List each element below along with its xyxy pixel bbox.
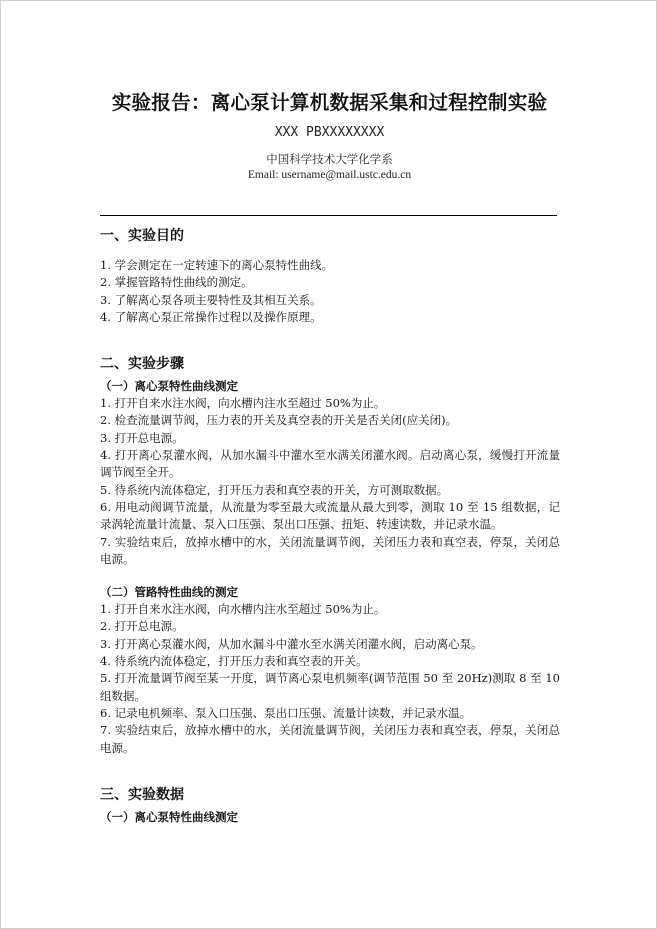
list-item: 5. 待系统内流体稳定，打开压力表和真空表的开关，方可测取数据。 <box>100 482 449 497</box>
list-item: 3. 打开总电源。 <box>100 430 184 445</box>
email-line: Email: username@mail.ustc.edu.cn <box>247 169 412 181</box>
list-item: 1. 打开自来水注水阀，向水槽内注水至超过 50%为止。 <box>100 396 386 411</box>
list-item: 1. 学会测定在一定转速下的离心泵特性曲线。 <box>100 258 334 272</box>
list-item: 3. 打开离心泵灌水阀，从加水漏斗中灌水至水满关闭灌水阀，启动离心泵。 <box>100 636 483 651</box>
list-item: 6. 用电动阀调节流量，从流量为零至最大或流量从最大到零，测取 10 至 15 组数据，记录涡轮流量计流量、泵入口压强、泵出口压强、扭矩、转速读数，并记录水温。 <box>100 499 560 532</box>
list-item: 7. 实验结束后，放掉水槽中的水，关闭流量调节阀，关闭压力表和真空表，停泵，关闭总电源。 <box>100 723 560 755</box>
list-item: 1. 打开自来水注水阀，向水槽内注水至超过 50%为止。 <box>100 602 386 617</box>
list-item: 7. 实验结束后，放掉水槽中的水，关闭流量调节阀，关闭压力表和真空表，停泵，关闭总电源。 <box>100 534 560 566</box>
list-item: 5. 打开流量调节阀至某一开度，调节离心泵电机频率(调节范围 50 至 20Hz)测取 8 至 10 组数据。 <box>100 671 560 703</box>
list-item: 4. 打开离心泵灌水阀，从加水漏斗中灌水至水满关闭灌水阀。启动离心泵，缓慢打开流量调节阀至全开。 <box>100 448 560 480</box>
subsection-heading: （一）离心泵特性曲线测定 <box>100 809 238 824</box>
list-item: 3. 了解离心泵各项主要特性及其相互关系。 <box>100 292 322 307</box>
header-divider <box>100 215 557 216</box>
author-line: XXX PBXXXXXXXX <box>274 125 385 140</box>
list-item: 6. 记录电机频率、泵入口压强、泵出口压强、流量计读数，并记录水温。 <box>100 705 472 720</box>
list-item: 2. 掌握管路特性曲线的测定。 <box>100 275 253 290</box>
affiliation: 中国科学技术大学化学系 <box>266 152 393 166</box>
subsection-heading: （二）管路特性曲线的测定 <box>100 585 238 600</box>
list-item: 2. 检查流量调节阀，压力表的开关及真空表的开关是否关闭(应关闭)。 <box>100 413 458 428</box>
list-item: 4. 待系统内流体稳定，打开压力表和真空表的开关。 <box>100 654 368 669</box>
section-heading: 三、实验数据 <box>100 786 184 803</box>
section-heading: 一、实验目的 <box>100 228 184 244</box>
list-item: 4. 了解离心泵正常操作过程以及操作原理。 <box>100 309 322 324</box>
subsection-heading: （一）离心泵特性曲线测定 <box>100 379 238 394</box>
section-heading: 二、实验步骤 <box>100 356 184 373</box>
report-body <box>100 225 560 826</box>
list-item: 2. 打开总电源。 <box>100 619 184 634</box>
paper-title: 实验报告：离心泵计算机数据采集和过程控制实验 <box>111 91 548 114</box>
